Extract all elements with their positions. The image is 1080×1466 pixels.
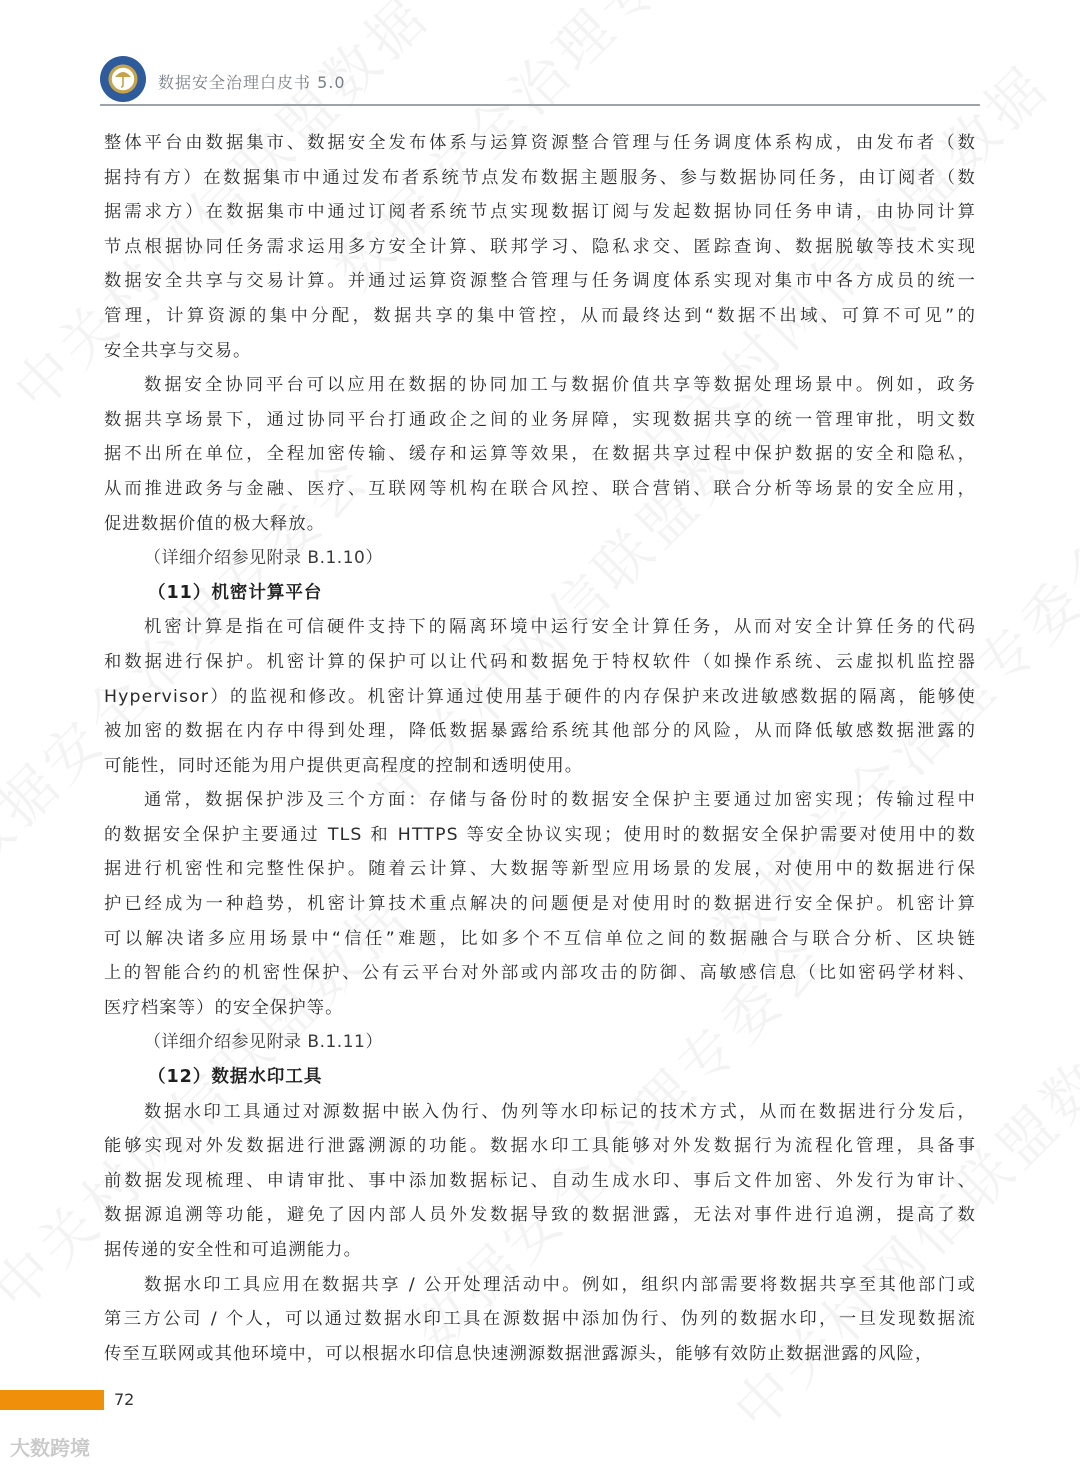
paragraph-line: 据需求方）在数据集市中通过订阅者系统节点实现数据订阅与发起数据协同任务申请，由协同计算 — [104, 202, 976, 223]
paragraph-line: 传至互联网或其他环境中，可以根据水印信息快速溯源数据泄露源头，能够有效防止数据泄露的风险， — [104, 1343, 934, 1364]
paragraph-line: 通常，数据保护涉及三个方面：存储与备份时的数据安全保护主要通过加密实现；传输过程中 — [144, 790, 976, 811]
paragraph-line: 和数据进行保护。机密计算的保护可以让代码和数据免于特权软件（如操作系统、云虚拟机监控器 — [104, 651, 976, 672]
paragraph-line: 节点根据协同任务需求运用多方安全计算、联邦学习、隐私求交、匿踪查询、数据脱敏等技术实现 — [104, 236, 976, 257]
paragraph-line: 第三方公司 / 个人，可以通过数据水印工具在源数据中添加伪行、伪列的数据水印，一旦发现数据流 — [104, 1309, 976, 1330]
page-header — [100, 54, 980, 106]
page-number: 72 — [114, 1390, 135, 1409]
document-title: 数据安全治理白皮书 5.0 — [158, 73, 346, 92]
paragraph-line: 可能性，同时还能为用户提供更高程度的控制和透明使用。 — [104, 755, 584, 776]
paragraph-line: Hypervisor）的监视和修改。机密计算通过使用基于硬件的内存保护来改进敏感数据的隔离，能够使 — [104, 686, 976, 707]
paragraph-line: 护已经成为一种趋势，机密计算技术重点解决的问题便是对使用时的数据进行安全保护。机密计算 — [104, 894, 976, 915]
paragraph-line: 管理，计算资源的集中分配，数据共享的集中管控，从而最终达到“数据不出域、可算不可见”的 — [104, 305, 976, 326]
paragraph-line: 整体平台由数据集市、数据安全发布体系与运算资源整合管理与任务调度体系构成，由发布者（数 — [104, 133, 976, 153]
paragraph-line: 据进行机密性和完整性保护。随着云计算、大数据等新型应用场景的发展，对使用中的数据进行保 — [104, 859, 976, 880]
document-body — [104, 126, 976, 1371]
brand-watermark: 大数跨境 — [10, 1436, 90, 1460]
section-heading: （12）数据水印工具 — [148, 1067, 323, 1088]
paragraph-line: 上的智能合约的机密性保护、公有云平台对外部或内部攻击的防御、高敏感信息（比如密码学材料、 — [104, 963, 976, 984]
paragraph-line: 的数据安全保护主要通过 TLS 和 HTTPS 等安全协议实现；使用时的数据安全保护需要对使用中的数 — [104, 824, 976, 845]
paragraph-line: 据不出所在单位，全程加密传输、缓存和运算等效果，在数据共享过程中保护数据的安全和隐私， — [104, 444, 976, 465]
paragraph-line: 数据源追溯等功能，避免了因内部人员外发数据导致的数据泄露，无法对事件进行追溯，提高了数 — [104, 1205, 976, 1226]
paragraph-line: 安全共享与交易。 — [104, 340, 252, 361]
paragraph-line: 被加密的数据在内存中得到处理，降低数据暴露给系统其他部分的风险，从而降低敏感数据泄露的 — [104, 721, 976, 742]
paragraph-line: 促进数据价值的极大释放。 — [104, 513, 326, 534]
section-heading: （11）机密计算平台 — [148, 582, 323, 603]
page-tab-accent — [0, 1390, 104, 1410]
paragraph-line: 医疗档案等）的安全保护等。 — [104, 997, 344, 1018]
paragraph-line: 可以解决诸多应用场景中“信任”难题，比如多个不互信单位之间的数据融合与联合分析、区块链 — [104, 928, 976, 949]
paragraph-line: 前数据发现梳理、申请审批、事中添加数据标记、自动生成水印、事后文件加密、外发行为审计、 — [104, 1170, 976, 1191]
paragraph-line: 据持有方）在数据集市中通过发布者系统节点发布数据主题服务、参与数据协同任务，由订阅者（数 — [104, 167, 976, 188]
paragraph-line: 数据水印工具通过对源数据中嵌入伪行、伪列等水印标记的技术方式，从而在数据进行分发后， — [144, 1101, 976, 1122]
paragraph-line: 据传递的安全性和可追溯能力。 — [104, 1240, 363, 1260]
paragraph-line: 数据共享场景下，通过协同平台打通政企之间的业务屏障，实现数据共享的统一管理审批，明文数 — [104, 409, 976, 430]
paragraph-line: 机密计算是指在可信硬件支持下的隔离环境中运行安全计算任务，从而对安全计算任务的代码 — [144, 617, 976, 638]
paragraph-line: 能够实现对外发数据进行泄露溯源的功能。数据水印工具能够对外发数据行为流程化管理，具备事 — [104, 1136, 976, 1157]
paragraph-line: 数据安全共享与交易计算。并通过运算资源整合管理与任务调度体系实现对集市中各方成员的统一 — [104, 271, 976, 292]
umbrella-logo-icon — [100, 56, 146, 102]
paragraph-line: 数据水印工具应用在数据共享 / 公开处理活动中。例如，组织内部需要将数据共享至其他部门或 — [144, 1274, 976, 1295]
appendix-reference: （详细介绍参见附录 B.1.11） — [144, 1032, 383, 1053]
paragraph-line: 从而推进政务与金融、医疗、互联网等机构在联合风控、联合营销、联合分析等场景的安全应用， — [104, 478, 976, 499]
appendix-reference: （详细介绍参见附录 B.1.10） — [144, 548, 383, 569]
header-divider — [100, 104, 980, 106]
paragraph-line: 数据安全协同平台可以应用在数据的协同加工与数据价值共享等数据处理场景中。例如，政务 — [144, 375, 976, 396]
